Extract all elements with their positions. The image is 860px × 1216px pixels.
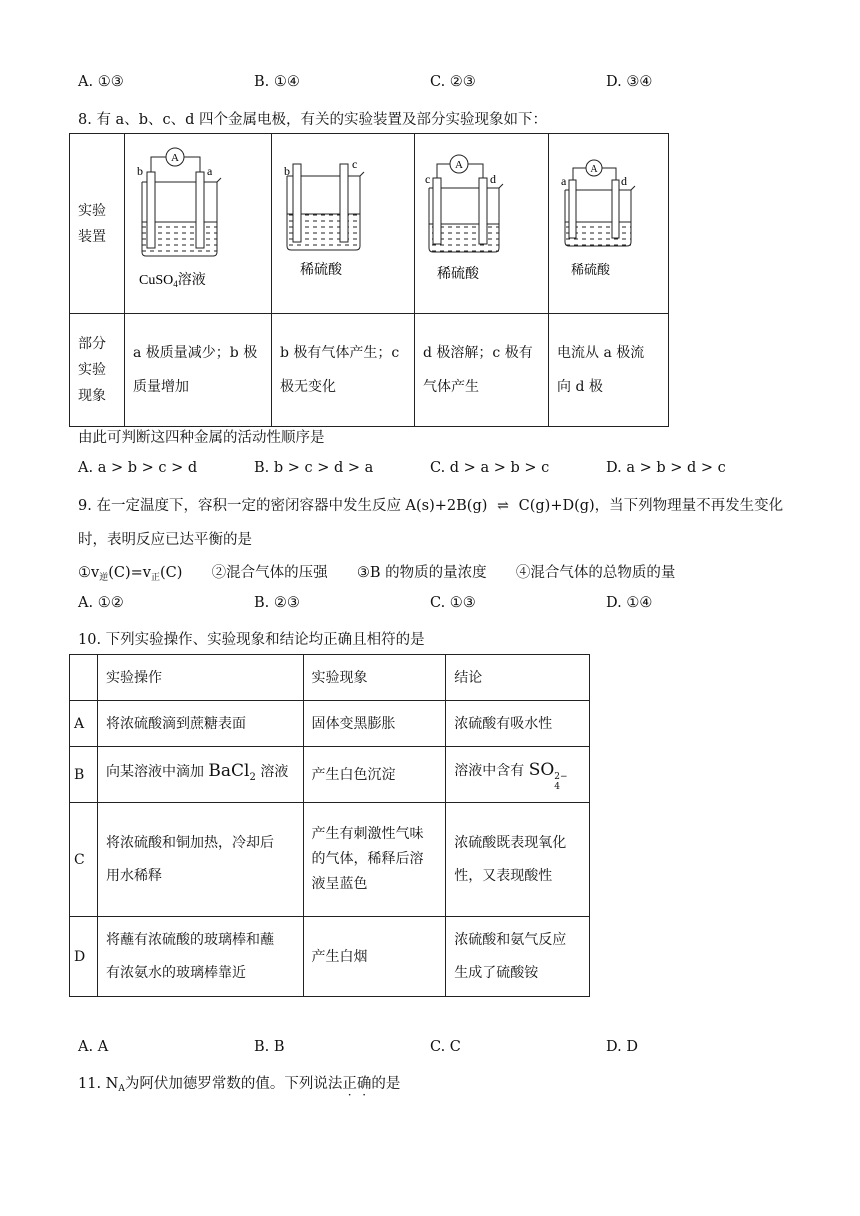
q9-items <box>78 561 675 583</box>
q7-option-d: D. ③④ <box>606 74 653 90</box>
q7-option-a: A. ①③ <box>78 74 124 90</box>
table-row <box>70 747 590 803</box>
cell-conclusion: 浓硫酸和氨气反应 生成了硫酸铵 <box>446 917 590 997</box>
q7-option-b: B. ①④ <box>254 74 300 90</box>
apparatus-diagram-4 <box>549 134 668 304</box>
q8-apparatus-4 <box>549 134 669 314</box>
q10-option-d: D. D <box>606 1039 638 1055</box>
row-label: C <box>70 803 98 917</box>
header-cell-phenomenon: 实验现象 <box>303 655 446 701</box>
table-row <box>70 917 590 997</box>
q10-table <box>69 654 590 997</box>
apparatus-diagram-1 <box>125 134 271 304</box>
q8-row-label-device <box>70 134 125 314</box>
q8-option-d: D. a > b > d > c <box>606 460 726 476</box>
q8-phenomenon-line: a 极质量减少；b 极 <box>133 345 258 361</box>
q8-phenomenon-line: 电流从 a 极流 <box>557 345 645 361</box>
cell-operation: 将浓硫酸滴到蔗糖表面 <box>97 701 303 747</box>
q8-stem: 8. 有 a、b、c、d 四个金属电极，有关的实验装置及部分实验现象如下： <box>78 112 547 128</box>
apparatus-diagram-3 <box>415 134 548 304</box>
q9-option-b: B. ②③ <box>254 595 300 611</box>
row-label: B <box>70 747 98 803</box>
electrode-label-left: a <box>561 174 567 188</box>
cell-phenomenon: 产生白色沉淀 <box>303 747 446 803</box>
q8-option-b: B. b > c > d > a <box>254 460 374 476</box>
q8-row-label-line: 装置 <box>78 228 106 245</box>
electrode-label-left: c <box>425 172 431 186</box>
cell-conclusion: 溶液中含有 SO 2− 4 <box>446 747 590 803</box>
q8-phenomenon-4 <box>549 314 669 427</box>
q9-option-c: C. ①③ <box>430 595 476 611</box>
q7-option-c: C. ②③ <box>430 74 476 90</box>
cell-conclusion: 浓硫酸既表现氧化 性，又表现酸性 <box>446 803 590 917</box>
q10-stem: 10. 下列实验操作、实验现象和结论均正确且相符的是 <box>78 632 425 648</box>
ammeter-label: A <box>455 159 463 171</box>
q8-apparatus-3 <box>415 134 549 314</box>
electrode-label-right: d <box>621 174 627 188</box>
equilibrium-arrow-icon: ⇌ <box>497 498 509 514</box>
header-cell-blank <box>70 655 98 701</box>
q9-stem-line2: 时，表明反应已达平衡的是 <box>78 532 252 548</box>
q9-item-3: ③B 的物质的量浓度 <box>356 565 487 581</box>
q9-item-4: ④混合气体的总物质的量 <box>515 565 676 581</box>
q11-stem: 11. $N_A$为阿伏加德罗常数的值。下列说法正确的是 <box>78 1076 401 1094</box>
electrode-label-left: b <box>284 164 290 178</box>
q8-phenomenon-line: 气体产生 <box>423 379 479 395</box>
q8-apparatus-2 <box>272 134 415 314</box>
electrode-label-left: b <box>137 164 143 178</box>
q8-apparatus-1 <box>125 134 272 314</box>
q9-option-a: A. ①② <box>78 595 124 611</box>
q8-row-label-line: 部分 <box>78 336 106 352</box>
cell-phenomenon: 产生白烟 <box>303 917 446 997</box>
solution-label: 稀硫酸 <box>437 267 479 282</box>
q8-phenomenon-line: b 极有气体产生；c <box>280 345 400 361</box>
q9-option-d: D. ①④ <box>606 595 653 611</box>
q8-phenomenon-line: 极无变化 <box>280 379 336 395</box>
q9-item-1: $①v_逆(C)=v_正(C)$ <box>78 565 183 583</box>
q8-row-label-phenomena <box>70 314 125 427</box>
cell-phenomenon: 产生有刺激性气味 的气体，稀释后溶 液呈蓝色 <box>303 803 446 917</box>
electrode-label-right: c <box>352 157 358 171</box>
q8-table <box>69 133 669 427</box>
q10-option-b: B. B <box>254 1039 285 1055</box>
cell-operation: 向某溶液中滴加 BaCl$_2$ 溶液 <box>97 747 303 803</box>
cell-conclusion: 浓硫酸有吸水性 <box>446 701 590 747</box>
q8-phenomenon-line: d 极溶解；c 极有 <box>423 345 533 361</box>
electrode-label-right: d <box>490 172 496 186</box>
q9-stem-line1 <box>78 494 783 515</box>
q8-phenomenon-2 <box>272 314 415 427</box>
q8-phenomenon-1 <box>125 314 272 427</box>
q8-row-label-line: 实验 <box>78 362 106 378</box>
solution-label: CuSO$_4$溶液 <box>139 273 206 289</box>
q8-phenomenon-3 <box>415 314 549 427</box>
cell-operation: 将浓硫酸和铜加热，冷却后 用水稀释 <box>97 803 303 917</box>
ammeter-label: A <box>171 152 179 164</box>
q8-phenomenon-line: 向 d 极 <box>557 379 603 395</box>
electrode-label-right: a <box>207 164 213 178</box>
q10-option-a: A. A <box>78 1039 109 1055</box>
q8-conclusion: 由此可判断这四种金属的活动性顺序是 <box>78 430 325 446</box>
q8-option-c: C. d > a > b > c <box>430 460 550 476</box>
cell-operation: 将蘸有浓硫酸的玻璃棒和蘸 有浓氨水的玻璃棒靠近 <box>97 917 303 997</box>
q10-option-c: C. C <box>430 1039 461 1055</box>
solution-label: 稀硫酸 <box>300 263 342 278</box>
q8-row-label-line: 现象 <box>78 388 106 404</box>
row-label: D <box>70 917 98 997</box>
cell-phenomenon: 固体变黑膨胀 <box>303 701 446 747</box>
table-header-row <box>70 655 590 701</box>
q8-option-a: A. a > b > c > d <box>78 460 198 476</box>
table-row <box>70 803 590 917</box>
q8-phenomenon-line: 质量增加 <box>133 379 189 395</box>
q9-item-2: ②混合气体的压强 <box>211 565 328 581</box>
q8-row-label-line: 实验 <box>78 202 106 219</box>
table-row <box>70 701 590 747</box>
apparatus-diagram-2 <box>272 134 414 304</box>
header-cell-conclusion: 结论 <box>446 655 590 701</box>
row-label: A <box>70 701 98 747</box>
q9-stem-part: C(g)+D(g)，当下列物理量不再发生变化 <box>518 498 784 514</box>
header-cell-operation: 实验操作 <box>97 655 303 701</box>
solution-label: 稀硫酸 <box>571 262 611 277</box>
ammeter-label: A <box>590 164 598 175</box>
q9-stem-part: 9. 在一定温度下，容积一定的密闭容器中发生反应 A(s)+2B(g) <box>78 498 488 514</box>
